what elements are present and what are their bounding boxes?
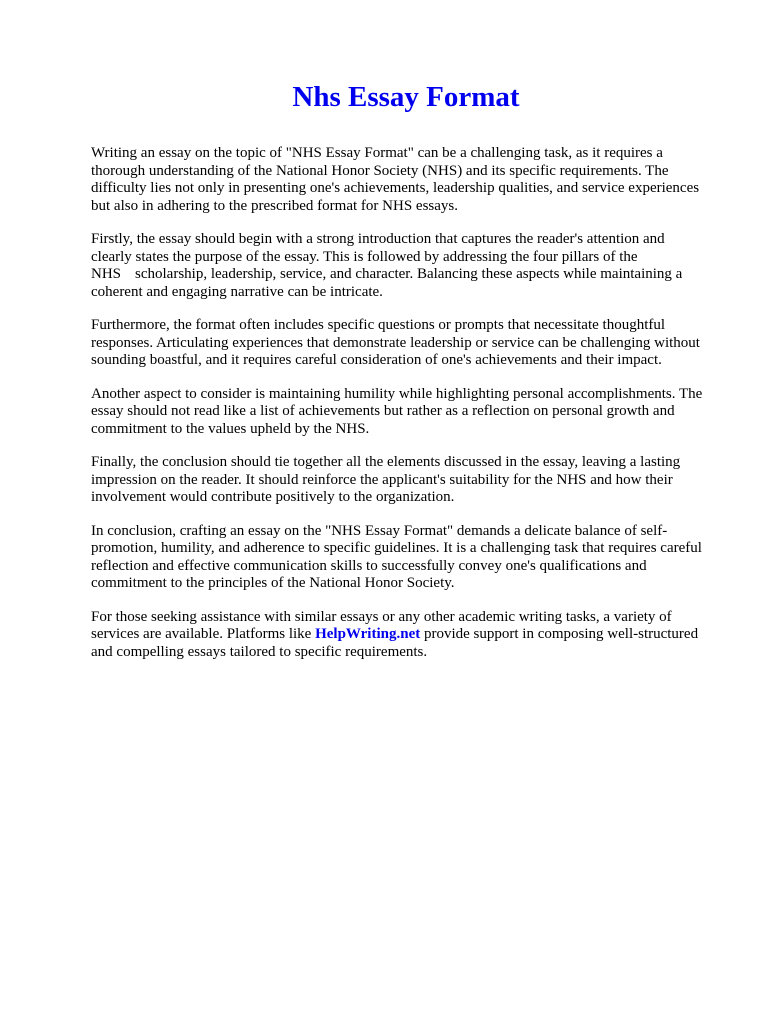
text-line: involvement would contribute positively to the organization. — [91, 489, 455, 505]
text-line: Furthermore, the format often includes specific questions or prompts that necessitate thoughtful — [91, 317, 666, 333]
text-line: reflection and effective communication skills to successfully convey one's qualifications and — [91, 557, 647, 574]
text-fragment: services are available. Platforms like — [91, 626, 312, 642]
text-line: thorough understanding of the National Honor Society (NHS) and its specific requirements. The — [91, 162, 669, 179]
text-line: In conclusion, crafting an essay on the "NHS Essay Format" demands a delicate balance of self- — [91, 522, 668, 539]
text-line: essay should not read like a list of achievements but rather as a reflection on personal growth and — [91, 403, 675, 419]
text-fragment: NHS — [91, 266, 122, 282]
text-line: Finally, the conclusion should tie together all the elements discussed in the essay, leaving a lasting — [91, 454, 681, 470]
paragraph-3 — [91, 317, 731, 370]
essay-body — [91, 145, 731, 677]
text-line: promotion, humility, and adherence to specific guidelines. It is a challenging task that requires careful — [91, 540, 702, 556]
text-line: commitment to the values upheld by the NHS. — [91, 420, 370, 437]
paragraph-5 — [91, 454, 731, 507]
text-fragment: scholarship, leadership, service, and character. Balancing these aspects while maintaining a — [135, 266, 683, 282]
text-line: sounding boastful, and it requires careful consideration of one's achievements and their impact. — [91, 352, 662, 368]
text-line: Another aspect to consider is maintaining humility while highlighting personal accomplishments. The — [91, 385, 703, 402]
helpwriting-link[interactable]: HelpWriting.net — [315, 626, 421, 642]
text-line: impression on the reader. It should reinforce the applicant's suitability for the NHS and how their — [91, 471, 673, 488]
text-line: commitment to the principles of the National Honor Society. — [91, 575, 455, 591]
text-line: responses. Articulating experiences that demonstrate leadership or service can be challenging without — [91, 334, 700, 351]
paragraph-4 — [91, 386, 731, 439]
text-line: but also in adhering to the prescribed format for NHS essays. — [91, 197, 458, 214]
text-line — [91, 266, 731, 284]
text-line: coherent and engaging narrative can be intricate. — [91, 283, 383, 300]
text-line: Firstly, the essay should begin with a strong introduction that captures the reader's attention and — [91, 231, 665, 247]
text-line: difficulty lies not only in presenting one's achievements, leadership qualities, and service experiences — [91, 180, 700, 196]
paragraph-2 — [91, 231, 731, 301]
text-line — [91, 626, 731, 644]
paragraph-1 — [91, 145, 731, 215]
paragraph-6 — [91, 523, 731, 593]
text-line: clearly states the purpose of the essay. This is followed by addressing the four pillars of the — [91, 248, 638, 265]
paragraph-7 — [91, 609, 731, 662]
text-line: and compelling essays tailored to specific requirements. — [91, 643, 428, 660]
text-fragment: provide support in composing well-structured — [423, 626, 699, 642]
text-line: For those seeking assistance with similar essays or any other academic writing tasks, a variety of — [91, 608, 672, 625]
page-title: Nhs Essay Format — [292, 81, 520, 113]
text-line: Writing an essay on the topic of "NHS Essay Format" can be a challenging task, as it requires a — [91, 145, 663, 161]
